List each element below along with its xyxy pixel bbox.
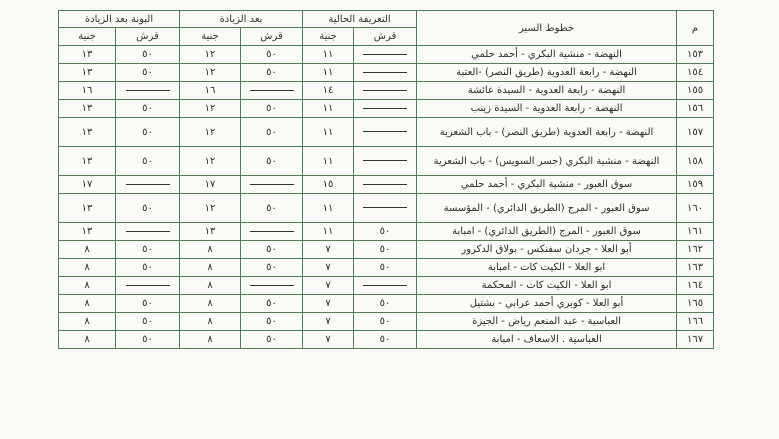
empty-dash (126, 184, 170, 185)
pass-piaster: ٥٠ (116, 241, 180, 259)
row-number: ١٥٤ (677, 64, 714, 82)
route-cell: النهضة - رابعة العدوية - السيدة عائشة (417, 82, 677, 100)
row-number: ١٥٧ (677, 118, 714, 147)
empty-dash (363, 285, 407, 286)
after-piaster: ٥٠ (241, 46, 303, 64)
pass-pound: ١٣ (59, 118, 116, 147)
pass-pound: ١٣ (59, 46, 116, 64)
route-cell: النهضة - رابعة العدوية (طريق النصر) -العتبة (417, 64, 677, 82)
empty-dash (250, 184, 294, 185)
route-cell: سوق العبور - منشية البكري - أحمد حلمي (417, 176, 677, 194)
table-row (59, 241, 714, 259)
table-row (59, 46, 714, 64)
pass-piaster: ٥٠ (116, 295, 180, 313)
current-piaster (354, 64, 417, 82)
after-pound: ١٢ (180, 118, 241, 147)
pass-pound: ١٦ (59, 82, 116, 100)
table-row (59, 82, 714, 100)
pass-pound: ٨ (59, 331, 116, 349)
after-pound: ٨ (180, 241, 241, 259)
current-piaster (354, 100, 417, 118)
header-row-top (59, 11, 714, 28)
current-pound: ١١ (303, 147, 354, 176)
table-row (59, 331, 714, 349)
after-pound: ١٢ (180, 147, 241, 176)
pass-piaster: ٥٠ (116, 64, 180, 82)
after-pound: ٨ (180, 313, 241, 331)
pass-pound: ١٣ (59, 223, 116, 241)
empty-dash (126, 231, 170, 232)
after-piaster (241, 176, 303, 194)
route-cell: النهضة - رابعة العدوية (طريق النصر) - باب الشعرية (417, 118, 677, 147)
current-pound: ٧ (303, 277, 354, 295)
empty-dash (363, 90, 407, 91)
pass-piaster: ٥٠ (116, 194, 180, 223)
current-pound: ١١ (303, 46, 354, 64)
empty-dash (363, 72, 407, 73)
row-number: ١٥٦ (677, 100, 714, 118)
empty-dash (363, 131, 407, 132)
pass-pound: ١٣ (59, 147, 116, 176)
row-number: ١٥٨ (677, 147, 714, 176)
table-row (59, 176, 714, 194)
header-number: م (677, 11, 714, 46)
pass-piaster: ٥٠ (116, 118, 180, 147)
table-row (59, 295, 714, 313)
pass-pound: ١٣ (59, 194, 116, 223)
route-cell: النهضة - منشية البكري - أحمد حلمي (417, 46, 677, 64)
header-piaster: قرش (241, 28, 303, 46)
pass-piaster (116, 176, 180, 194)
table-row (59, 147, 714, 176)
empty-dash (250, 90, 294, 91)
current-piaster (354, 82, 417, 100)
pass-piaster: ٥٠ (116, 147, 180, 176)
route-cell: العباسية - عبد المنعم رياض - الجيزة (417, 313, 677, 331)
current-piaster: ٥٠ (354, 223, 417, 241)
current-pound: ٧ (303, 241, 354, 259)
table-row (59, 277, 714, 295)
header-pound: جنية (180, 28, 241, 46)
after-piaster (241, 223, 303, 241)
after-pound: ١٦ (180, 82, 241, 100)
current-piaster (354, 277, 417, 295)
row-number: ١٦٢ (677, 241, 714, 259)
after-piaster (241, 277, 303, 295)
after-pound: ١٧ (180, 176, 241, 194)
row-number: ١٥٩ (677, 176, 714, 194)
pass-pound: ٨ (59, 295, 116, 313)
route-cell: النهضة - منشية البكري (جسر السويس) - باب الشعرية (417, 147, 677, 176)
current-pound: ٧ (303, 313, 354, 331)
current-piaster: ٥٠ (354, 241, 417, 259)
after-piaster: ٥٠ (241, 259, 303, 277)
current-pound: ١٤ (303, 82, 354, 100)
table-row (59, 194, 714, 223)
empty-dash (363, 207, 407, 208)
route-cell: النهضة - رابعة العدوية - السيدة زينب (417, 100, 677, 118)
current-piaster (354, 194, 417, 223)
row-number: ١٦٤ (677, 277, 714, 295)
after-piaster: ٥٠ (241, 147, 303, 176)
pass-pound: ٨ (59, 277, 116, 295)
route-cell: أبو العلا - جردان سفنكس - بولاق الدكرور (417, 241, 677, 259)
header-piaster: قرش (116, 28, 180, 46)
header-pass-after-increase: البونة بعد الزيادة (59, 11, 180, 28)
row-number: ١٦٧ (677, 331, 714, 349)
current-pound: ١١ (303, 194, 354, 223)
after-piaster: ٥٠ (241, 64, 303, 82)
after-piaster: ٥٠ (241, 295, 303, 313)
pass-pound: ٨ (59, 259, 116, 277)
current-pound: ١٥ (303, 176, 354, 194)
pass-piaster: ٥٠ (116, 46, 180, 64)
empty-dash (363, 108, 407, 109)
current-piaster (354, 118, 417, 147)
empty-dash (363, 160, 407, 161)
after-pound: ٨ (180, 259, 241, 277)
after-pound: ٨ (180, 331, 241, 349)
pass-piaster: ٥٠ (116, 313, 180, 331)
current-piaster: ٥٠ (354, 295, 417, 313)
empty-dash (250, 231, 294, 232)
empty-dash (250, 285, 294, 286)
current-piaster: ٥٠ (354, 331, 417, 349)
after-pound: ١٢ (180, 46, 241, 64)
current-pound: ٧ (303, 331, 354, 349)
route-cell: سوق العبور - المرج (الطريق الدائري) - المؤسسة (417, 194, 677, 223)
table-row (59, 223, 714, 241)
pass-piaster (116, 277, 180, 295)
after-piaster: ٥٠ (241, 331, 303, 349)
pass-pound: ١٧ (59, 176, 116, 194)
after-pound: ١٢ (180, 100, 241, 118)
pass-piaster: ٥٠ (116, 259, 180, 277)
route-cell: أبو العلا - كوبري أحمد عرابي - بشتيل (417, 295, 677, 313)
row-number: ١٥٣ (677, 46, 714, 64)
current-piaster: ٥٠ (354, 259, 417, 277)
row-number: ١٦٥ (677, 295, 714, 313)
current-pound: ١١ (303, 100, 354, 118)
after-piaster: ٥٠ (241, 313, 303, 331)
current-piaster (354, 46, 417, 64)
row-number: ١٥٥ (677, 82, 714, 100)
after-pound: ١٢ (180, 194, 241, 223)
current-pound: ١١ (303, 64, 354, 82)
current-pound: ١١ (303, 118, 354, 147)
after-pound: ٨ (180, 277, 241, 295)
current-pound: ٧ (303, 295, 354, 313)
pass-piaster: ٥٠ (116, 331, 180, 349)
after-pound: ٨ (180, 295, 241, 313)
after-piaster: ٥٠ (241, 118, 303, 147)
header-piaster: قرش (354, 28, 417, 46)
current-pound: ٧ (303, 259, 354, 277)
row-number: ١٦٣ (677, 259, 714, 277)
after-piaster: ٥٠ (241, 100, 303, 118)
empty-dash (363, 54, 407, 55)
pass-piaster (116, 223, 180, 241)
pass-piaster: ٥٠ (116, 100, 180, 118)
after-piaster: ٥٠ (241, 241, 303, 259)
pass-pound: ٨ (59, 241, 116, 259)
pass-pound: ٨ (59, 313, 116, 331)
pass-pound: ١٣ (59, 100, 116, 118)
empty-dash (363, 184, 407, 185)
table-row (59, 259, 714, 277)
header-after-increase: بعد الزيادة (180, 11, 303, 28)
route-cell: سوق العبور - المرج (الطريق الدائري) - امبابة (417, 223, 677, 241)
header-pound: جنية (303, 28, 354, 46)
pass-pound: ١٣ (59, 64, 116, 82)
fare-table (58, 10, 714, 349)
after-piaster (241, 82, 303, 100)
current-piaster (354, 147, 417, 176)
empty-dash (126, 90, 170, 91)
table-row (59, 64, 714, 82)
route-cell: ابو العلا - الكيت كات - المحكمة (417, 277, 677, 295)
after-pound: ١٢ (180, 64, 241, 82)
table-row (59, 118, 714, 147)
current-pound: ١١ (303, 223, 354, 241)
current-piaster: ٥٠ (354, 313, 417, 331)
header-current-fare: التعريفة الحالية (303, 11, 417, 28)
route-cell: العباسية . الاسعاف - امبابة (417, 331, 677, 349)
row-number: ١٦١ (677, 223, 714, 241)
table-row (59, 313, 714, 331)
row-number: ١٦٦ (677, 313, 714, 331)
header-pound: جنية (59, 28, 116, 46)
after-pound: ١٣ (180, 223, 241, 241)
empty-dash (126, 285, 170, 286)
row-number: ١٦٠ (677, 194, 714, 223)
after-piaster: ٥٠ (241, 194, 303, 223)
route-cell: ابو العلا - الكيت كات - امبابة (417, 259, 677, 277)
pass-piaster (116, 82, 180, 100)
table-row (59, 100, 714, 118)
header-route: خطوط السير (417, 11, 677, 46)
current-piaster (354, 176, 417, 194)
